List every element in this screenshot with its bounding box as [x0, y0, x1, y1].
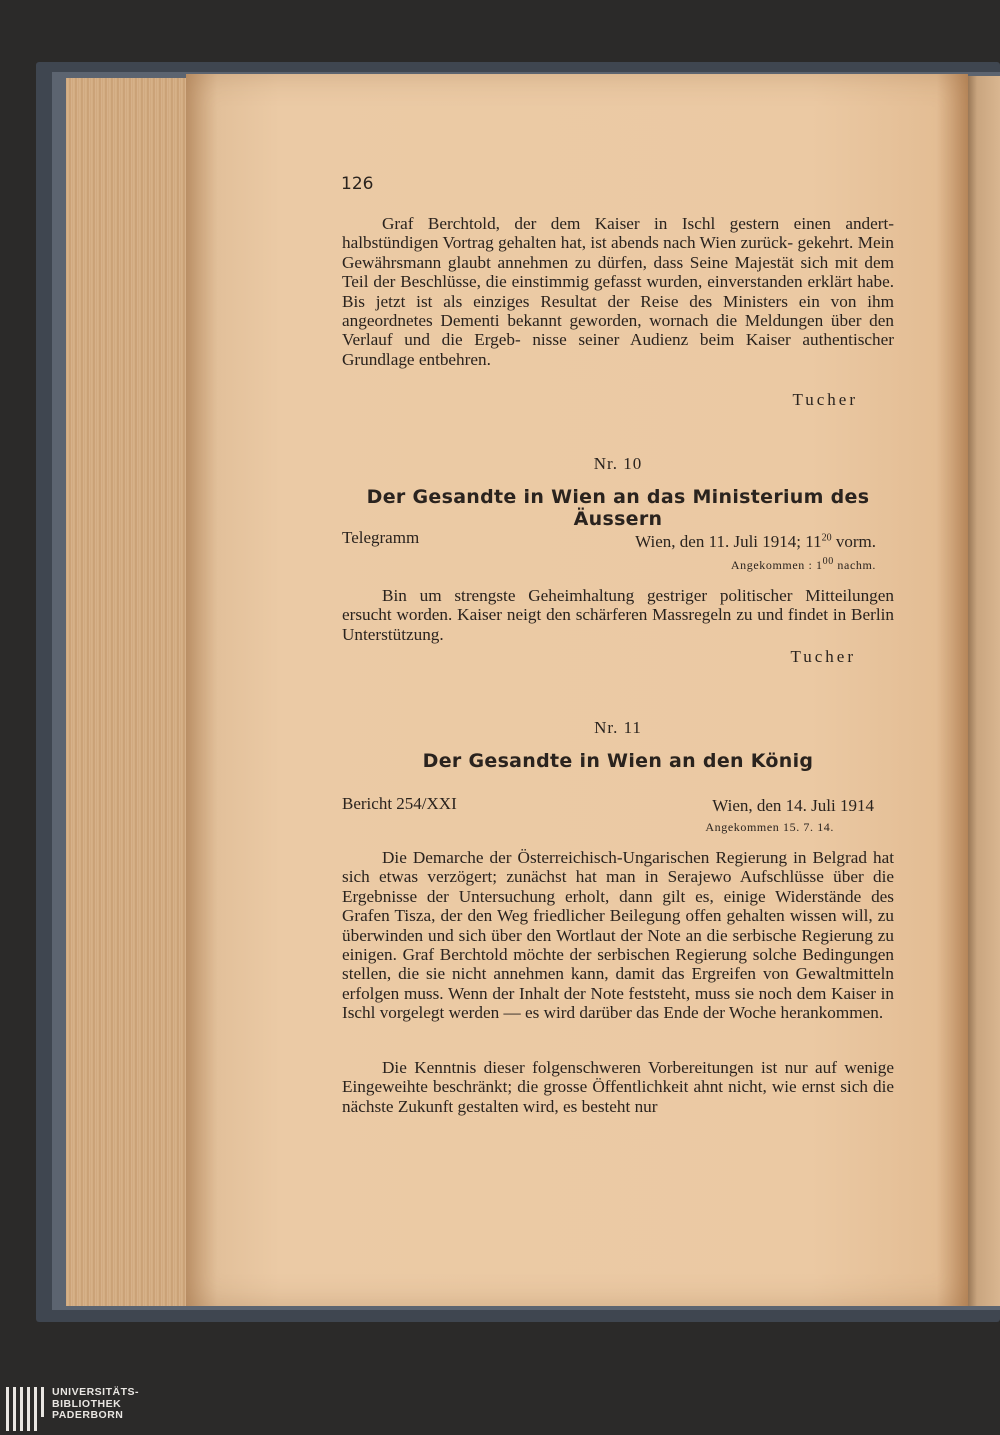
document-number-10: Nr. 10: [593, 454, 643, 473]
page-edges: [66, 78, 196, 1306]
document-10-date: Wien, den 11. Juli 1914; $11^{20}$ vorm.: [635, 532, 876, 551]
document-10-received: Angekommen : $1^{00}$ nachm.: [730, 556, 876, 572]
document-number-11: Nr. 11: [594, 718, 642, 737]
top-paragraph: Graf Berchtold, der dem Kaiser in Ischl gestern einen andert- halbstündigen Vortrag gehalten hat, ist abends nach Wien zurück- gekehrt. Mein Gewährsmann glaubt annehmen zu dürfen, dass Seine Majestät sich mit dem Teil der Beschlüsse, die einstimmig gefasst wurden, einverstanden erklärt habe. Bis jetzt ist als einziges Resultat der Reise des Ministers ein von ihm angeordnetes Dementi bekannt geworden, wornach die Meldungen über den Verlauf und die Ergeb- nisse seiner Audienz beim Kaiser authentischer Grundlage entbehren.: [342, 214, 894, 369]
signature-tucher-2: Tucher: [790, 647, 856, 666]
document-10-heading: Der Gesandte in Wien an das Ministerium des Äussern: [366, 486, 870, 530]
library-logo-icon: [6, 1387, 44, 1431]
signature-tucher-1: Tucher: [792, 390, 858, 409]
document-11-body-1: Die Demarche der Österreichisch-Ungarischen Regierung in Belgrad hat sich etwas verzögert; zunächst hat man in Serajewo Aufschlüsse über die Ergebnisse der Untersuchung erholt, dann gilt es, einige Widerstände des Grafen Tisza, der den Weg friedlicher Beilegung offen gehalten wissen will, zu überwinden und sich über den Wortlaut der Note an die serbische Regierung zu einigen. Graf Berchtold möchte der serbischen Regierung solche Bedingungen stellen, die sie nicht annehmen kann, damit das Ergreifen von Gewaltmitteln erfolgen muss. Wenn der Inhalt der Note feststeht, muss sie noch dem Kaiser in Ischl vorgelegt werden — es wird darüber das Ende der Woche herankommen.: [342, 848, 894, 1023]
library-logo-text: UNIVERSITÄTS- BIBLIOTHEK PADERBORN: [52, 1386, 140, 1421]
document-11-body-2: Die Kenntnis dieser folgenschweren Vorbereitungen ist nur auf wenige Eingeweihte beschränkt; die grosse Öffentlichkeit ahnt nicht, wie ernst sich die nächste Zukunft gestalten wird, es besteht nur: [342, 1058, 894, 1116]
document-11-date: Wien, den 14. Juli 1914: [712, 796, 874, 815]
document-11-type: Bericht 254/XXI: [342, 794, 457, 813]
page-number: 126: [341, 174, 374, 194]
document-10-type: Telegramm: [342, 528, 420, 547]
document-10-body: Bin um strengste Geheimhaltung gestriger politischer Mitteilungen ersucht worden. Kaiser neigt den schärferen Massregeln zu und findet in Berlin Unterstützung.: [342, 586, 894, 644]
document-11-received: Angekommen 15. 7. 14.: [705, 820, 834, 834]
footer-bar: [0, 1383, 1000, 1435]
document-11-heading: Der Gesandte in Wien an den König: [422, 750, 814, 772]
